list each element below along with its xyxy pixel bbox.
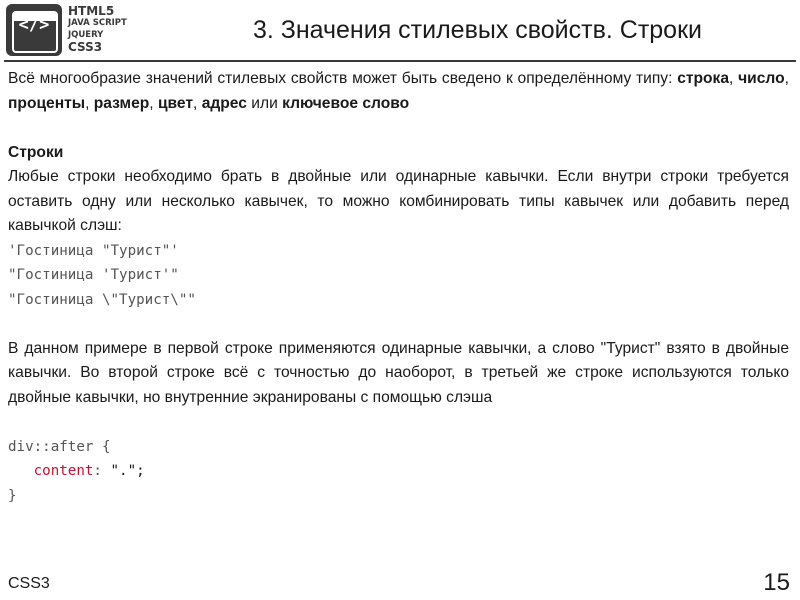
logo — [6, 4, 126, 56]
type-keyword: ключевое слово — [282, 94, 410, 112]
type-color: цвет — [157, 94, 194, 112]
slide-title: 3. Значения стилевых свойств. Строки — [252, 16, 702, 44]
logo-line-javascript: JAVA SCRIPT — [68, 18, 127, 28]
type-string: строка — [677, 70, 730, 87]
section-heading-text: Строки — [8, 143, 64, 161]
intro-separator: , — [729, 70, 739, 87]
intro-separator: или — [246, 94, 283, 112]
type-percent: проценты — [8, 94, 86, 112]
type-size: размер — [93, 94, 150, 112]
footer-label: CSS3 — [8, 575, 50, 592]
code-property: content — [33, 463, 94, 479]
code-value: "."; — [110, 463, 145, 479]
code-separator: : — [93, 463, 111, 479]
code-line-3: } — [8, 487, 17, 504]
intro-separator: , — [149, 94, 158, 112]
page-number: 15 — [763, 569, 790, 596]
section-paragraph: Любые строки необходимо брать в двойные или одинарные кавычки. Если внутри строки требуется оставить одну или несколько кавычек, то можно комбинировать типы кавычек или добавить перед кавычкой слэш: — [8, 168, 789, 234]
code-indent — [8, 463, 34, 479]
logo-text — [68, 5, 128, 53]
intro-separator: , — [85, 94, 94, 112]
logo-line-css3: CSS3 — [68, 40, 103, 54]
intro-separator: , — [784, 70, 790, 87]
slide-content — [8, 67, 789, 508]
code-line-2 — [8, 459, 789, 484]
example-line-2: "Гостиница 'Турист'" — [8, 267, 179, 283]
example-line-1: 'Гостиница "Турист"' — [8, 242, 179, 259]
header-divider — [4, 60, 796, 62]
logo-tag: </> — [18, 15, 50, 35]
explanation-paragraph: В данном примере в первой строке применяются одинарные кавычки, а слово "Турист" взято в двойные кавычки. Во второй строке всё с точностью до наоборот, в третьей же строке используются только двойные кавычки, но внутренние экранированы с помощью слэша — [8, 339, 789, 406]
intro-text: Всё многообразие значений стилевых свойств может быть сведено к определённому типу: — [8, 70, 678, 87]
type-number: число — [738, 70, 785, 87]
intro-paragraph — [8, 67, 789, 116]
logo-line-html5: HTML5 — [68, 4, 115, 18]
example-line-3: "Гостиница \"Турист\"" — [8, 291, 196, 308]
intro-separator: , — [193, 94, 202, 112]
section-heading — [8, 141, 789, 166]
code-tag-icon — [6, 4, 62, 56]
logo-line-jquery: JQUERY — [68, 30, 104, 40]
type-address: адрес — [201, 94, 247, 112]
code-line-1: div::after { — [8, 438, 111, 455]
